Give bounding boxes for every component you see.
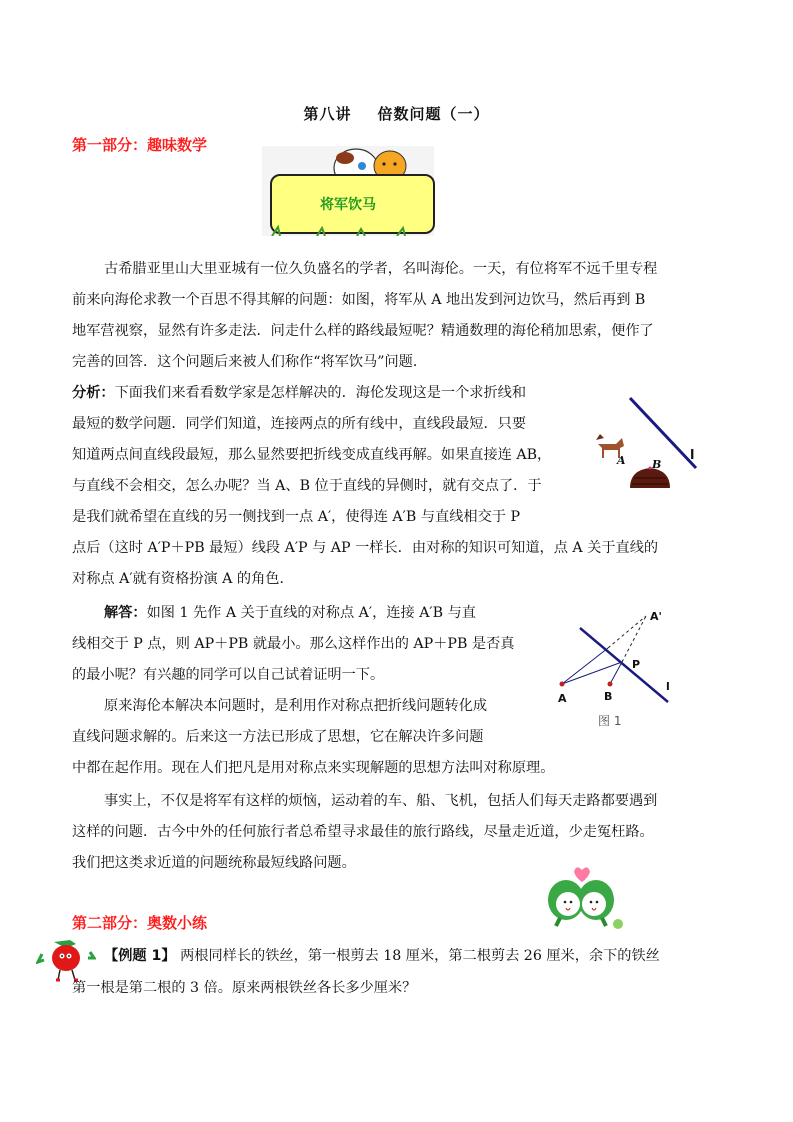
analysis-line-5: 是我们就希望在直线的另一侧找到一点 A′，使得连 A′B 与直线相交于 P [72, 509, 521, 525]
figure-caption: 图 1 [598, 714, 622, 728]
answer-line-1 [104, 598, 476, 629]
story-line-1: 古希腊亚里山大里亚城有一位久负盛名的学者，名叫海伦。一天，有位将军不远千里专程 [104, 261, 658, 277]
answer-label: 解答： [104, 605, 147, 621]
label-a: A [617, 454, 626, 467]
grass-icon [262, 224, 434, 236]
story-line-4: 完善的回答．这个问题后来被人们称作“将军饮马”问题． [72, 354, 428, 370]
label-l: l [690, 448, 695, 463]
yurt-icon [630, 467, 670, 489]
answer-text: 如图 1 先作 A 关于直线的对称点 A′，连接 A′B 与直 [146, 605, 476, 621]
example-line-1 [104, 941, 660, 972]
figure-1 [548, 606, 688, 730]
analysis-line-3: 知道两点间直线段最短，那么显然要把折线变成直线再解。如果直接连 AB， [72, 447, 552, 463]
story-line-3: 地军营视察，显然有许多走法．问走什么样的路线最短呢？精通数理的海伦稍加思索，便作了 [72, 323, 654, 339]
horse-river-illustration [590, 392, 710, 504]
analysis-line-1 [72, 378, 526, 409]
banner-illustration [262, 146, 434, 236]
label-p: P [632, 658, 641, 671]
answer-line-2: 线相交于 P 点，则 AP＋PB 就最小。那么这样作出的 AP＋PB 是否真 [72, 636, 515, 652]
label-b: B [652, 458, 662, 471]
point-a-dot [560, 682, 565, 687]
principle-line-2: 直线问题求解的。后来这一方法已形成了思想，它在解决许多问题 [72, 729, 484, 745]
label-b: B [604, 690, 613, 703]
lecture-topic: 倍数问题（一） [377, 105, 490, 123]
part1-heading: 第一部分：趣味数学 [72, 136, 208, 154]
fact-line-2: 这样的问题．古今中外的任何旅行者总希望寻求最佳的旅行路线，尽量走近道，少走冤枉路。 [72, 824, 654, 840]
analysis-label: 分析： [72, 385, 115, 401]
analysis-text: 下面我们来看看数学家是怎样解决的．海伦发现这是一个求折线和 [114, 385, 527, 401]
example-label: 【例题 1】 [104, 948, 176, 964]
melon-couple-icon [530, 866, 635, 932]
analysis-line-2: 最短的数学问题．同学们知道，连接两点的所有线中，直线段最短．只要 [72, 416, 527, 432]
lecture-number: 第八讲 [303, 105, 352, 123]
label-a-prime: A' [650, 610, 662, 623]
fact-line-1: 事实上，不仅是将军有这样的烦恼，运动着的车、船、飞机，包括人们每天走路都要遇到 [104, 793, 658, 809]
story-line-2: 前来向海伦求教一个百思不得其解的问题：如图，将军从 A 地出发到河边饮马，然后再到 B [72, 292, 646, 308]
principle-line-3: 中都在起作用。现在人们把凡是用对称点来实现解题的思想方法叫对称原理。 [72, 760, 555, 776]
part2-heading: 第二部分：奥数小练 [72, 914, 208, 932]
analysis-line-7: 对称点 A′就有资格扮演 A 的角色． [72, 571, 294, 587]
page-title [0, 103, 793, 124]
principle-line-1: 原来海伦本解决本问题时，是利用作对称点把折线问题转化成 [104, 698, 488, 714]
point-b-dot [608, 682, 613, 687]
example-line-2: 第一根是第二根的 3 倍。原来两根铁丝各长多少厘米？ [72, 980, 417, 996]
label-l: l [666, 680, 670, 693]
answer-line-3: 的最小呢？有兴趣的同学可以自己试着证明一下。 [72, 667, 385, 683]
fact-line-3: 我们把这类求近道的问题统称最短线路问题。 [72, 855, 356, 871]
analysis-line-6: 点后（这时 A′P＋PB 最短）线段 A′P 与 AP 一样长．由对称的知识可知道，点 A 关于直线的 [72, 540, 659, 556]
label-a: A [558, 692, 567, 705]
example-text: 两根同样长的铁丝，第一根剪去 18 厘米，第二根剪去 26 厘米，余下的铁丝 [180, 948, 660, 964]
banner-label: 将军饮马 [320, 197, 376, 213]
analysis-line-4: 与直线不会相交，怎么办呢？当 A、B 位于直线的异侧时，就有交点了．于 [72, 478, 542, 494]
